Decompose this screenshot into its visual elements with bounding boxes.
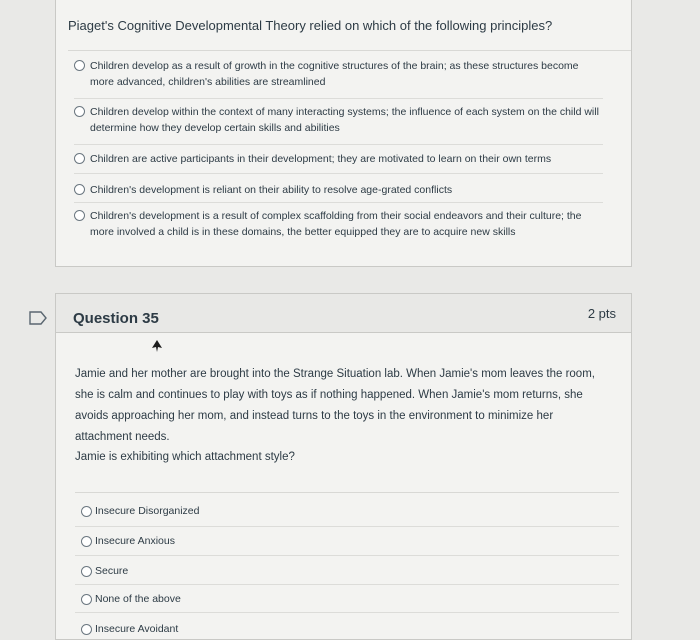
divider	[75, 526, 619, 527]
answer-option[interactable]	[74, 58, 603, 90]
radio-button[interactable]	[81, 594, 92, 605]
divider	[74, 173, 603, 174]
answer-label: Insecure Disorganized	[95, 505, 200, 517]
radio-button[interactable]	[74, 153, 85, 164]
radio-button[interactable]	[81, 506, 92, 517]
radio-button[interactable]	[74, 184, 85, 195]
question-35-text: Jamie and her mother are brought into the Strange Situation lab. When Jamie's mom leaves the room, she is calm and continues to play with toys as if nothing happened. When Jamie's mom returns, she avoids approaching her mom, and instead turns to the toys in the environment to minimize her attachment needs.	[75, 368, 595, 443]
answer-label: Insecure Avoidant	[95, 623, 179, 635]
answer-option[interactable]	[81, 534, 619, 548]
answer-label: Children develop as a result of growth in the cognitive structures of the brain; as these structures become more advanced, children's abilities are streamlined	[90, 60, 579, 88]
answer-option[interactable]	[74, 182, 603, 198]
answer-option[interactable]	[81, 564, 619, 578]
question-points: 2 pts	[587, 306, 616, 321]
question-35-prompt: Jamie is exhibiting which attachment style?	[75, 451, 295, 463]
radio-button[interactable]	[74, 106, 85, 117]
flag-bookmark-icon[interactable]	[29, 311, 47, 325]
divider	[75, 584, 619, 585]
answer-label: Children are active participants in their development; they are motivated to learn on their own terms	[90, 153, 552, 165]
answer-label: Children develop within the context of many interacting systems; the influence of each system on the child will determine how they develop certain skills and abilities	[90, 106, 599, 134]
divider	[75, 555, 619, 556]
answer-label: Secure	[95, 565, 129, 577]
answer-label: Children's development is a result of complex scaffolding from their social endeavors and their culture; the more involved a child is in these domains, the better equipped they are to acquire new skills	[90, 210, 582, 238]
divider	[74, 98, 603, 99]
answer-option[interactable]	[74, 104, 603, 136]
answer-label: Insecure Anxious	[95, 535, 175, 547]
divider	[68, 50, 631, 51]
answer-option[interactable]	[74, 151, 603, 167]
radio-button[interactable]	[81, 536, 92, 547]
answer-option[interactable]	[81, 622, 619, 636]
question-title: Question 35	[73, 310, 159, 327]
answer-label: Children's development is reliant on their ability to resolve age-grated conflicts	[90, 184, 453, 196]
radio-button[interactable]	[74, 60, 85, 71]
divider	[75, 612, 619, 613]
question-34-text: Piaget's Cognitive Developmental Theory relied on which of the following principles?	[68, 18, 553, 33]
mouse-cursor-icon	[152, 340, 162, 352]
radio-button[interactable]	[74, 210, 85, 221]
question-header	[56, 294, 631, 333]
divider	[74, 202, 603, 203]
answer-option[interactable]	[81, 592, 619, 606]
radio-button[interactable]	[81, 624, 92, 635]
divider	[75, 492, 619, 493]
answer-option[interactable]	[74, 208, 603, 240]
radio-button[interactable]	[81, 566, 92, 577]
question-35-card	[55, 293, 632, 640]
question-34-card	[55, 0, 632, 267]
divider	[74, 144, 603, 145]
answer-option[interactable]	[81, 504, 619, 518]
answer-label: None of the above	[95, 593, 181, 605]
